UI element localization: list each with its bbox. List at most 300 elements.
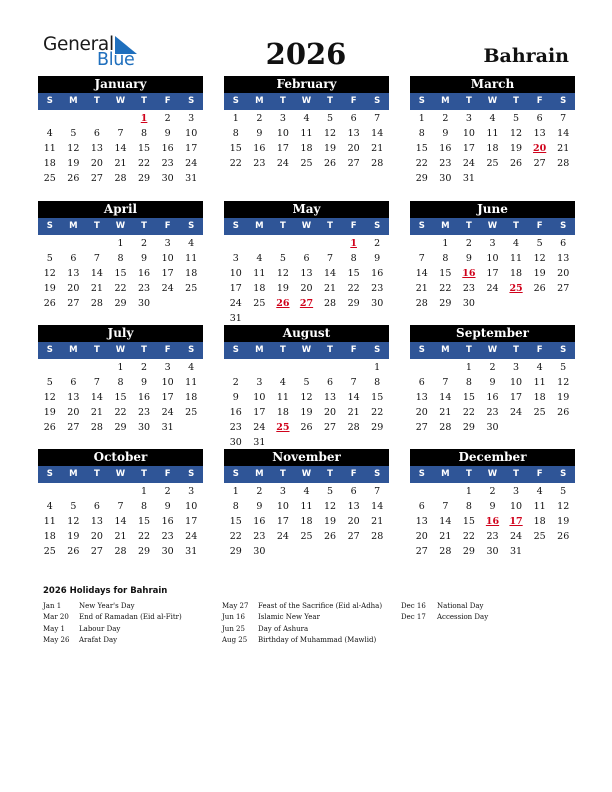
day-cell: 14 bbox=[371, 128, 384, 139]
empty-cell bbox=[224, 236, 248, 251]
day-cell: 27 bbox=[324, 422, 337, 433]
day-cell: 25 bbox=[185, 283, 198, 294]
day-cell: 13 bbox=[300, 268, 313, 279]
day-cell: 11 bbox=[510, 253, 523, 264]
day-cell: 8 bbox=[418, 128, 425, 139]
day-cell: 8 bbox=[232, 128, 239, 139]
weekday-header-row bbox=[224, 466, 389, 483]
weekday-label: T bbox=[280, 96, 286, 106]
day-cell: 24 bbox=[229, 298, 242, 309]
holiday-date: Jan 1 bbox=[43, 602, 62, 610]
day-cell: 30 bbox=[138, 298, 151, 309]
empty-cell bbox=[224, 360, 248, 375]
day-cell: 17 bbox=[185, 143, 198, 154]
logo-general-text: General bbox=[43, 34, 114, 55]
weekday-label: T bbox=[513, 345, 519, 355]
day-cell: 6 bbox=[93, 501, 100, 512]
day-cell: 25 bbox=[533, 407, 546, 418]
weekday-label: M bbox=[69, 345, 78, 355]
day-cell: 20 bbox=[67, 407, 80, 418]
day-cell: 27 bbox=[347, 158, 360, 169]
day-cell: 16 bbox=[253, 516, 266, 527]
day-cell: 16 bbox=[161, 143, 174, 154]
day-grid bbox=[224, 110, 389, 171]
weekday-label: T bbox=[280, 221, 286, 231]
weekday-label: S bbox=[188, 469, 195, 479]
day-cell: 23 bbox=[138, 407, 151, 418]
day-cell: 20 bbox=[557, 268, 570, 279]
day-cell: 14 bbox=[90, 392, 103, 403]
day-cell: 4 bbox=[188, 238, 195, 249]
holiday-column bbox=[401, 601, 488, 624]
weekday-label: S bbox=[560, 469, 567, 479]
month-name: December bbox=[410, 449, 575, 466]
day-cell: 6 bbox=[536, 113, 543, 124]
empty-cell bbox=[62, 236, 86, 251]
day-cell: 20 bbox=[90, 158, 103, 169]
day-cell: 2 bbox=[374, 238, 381, 249]
day-cell: 4 bbox=[303, 113, 310, 124]
day-grid bbox=[410, 483, 575, 559]
day-cell: 22 bbox=[347, 283, 360, 294]
holiday-day-cell: 1 bbox=[350, 238, 357, 249]
day-cell: 27 bbox=[533, 158, 546, 169]
day-cell: 24 bbox=[486, 283, 499, 294]
day-cell: 20 bbox=[90, 531, 103, 542]
day-cell: 19 bbox=[67, 531, 80, 542]
day-cell: 3 bbox=[513, 362, 520, 373]
day-cell: 8 bbox=[465, 501, 472, 512]
weekday-header-row bbox=[410, 93, 575, 110]
day-cell: 17 bbox=[185, 516, 198, 527]
day-cell: 28 bbox=[347, 422, 360, 433]
day-cell: 11 bbox=[300, 128, 313, 139]
day-cell: 28 bbox=[114, 173, 127, 184]
day-cell: 21 bbox=[557, 143, 570, 154]
day-cell: 4 bbox=[536, 362, 543, 373]
day-cell: 6 bbox=[70, 377, 77, 388]
day-cell: 19 bbox=[324, 516, 337, 527]
day-cell: 25 bbox=[253, 298, 266, 309]
weekday-label: F bbox=[350, 469, 357, 479]
month-name: September bbox=[410, 325, 575, 342]
day-cell: 11 bbox=[43, 143, 56, 154]
day-cell: 9 bbox=[256, 501, 263, 512]
day-grid bbox=[38, 483, 203, 559]
holiday-item bbox=[43, 635, 182, 646]
day-cell: 4 bbox=[46, 128, 53, 139]
day-cell: 5 bbox=[560, 362, 567, 373]
day-cell: 24 bbox=[510, 531, 523, 542]
weekday-label: M bbox=[441, 221, 450, 231]
day-cell: 19 bbox=[533, 268, 546, 279]
weekday-label: S bbox=[560, 96, 567, 106]
day-cell: 12 bbox=[43, 268, 56, 279]
holiday-item bbox=[222, 612, 382, 623]
day-cell: 2 bbox=[256, 486, 263, 497]
day-cell: 31 bbox=[510, 546, 523, 557]
weekday-label: T bbox=[513, 96, 519, 106]
day-cell: 25 bbox=[300, 531, 313, 542]
day-cell: 13 bbox=[415, 392, 428, 403]
day-grid bbox=[38, 359, 203, 435]
day-cell: 12 bbox=[557, 501, 570, 512]
day-cell: 21 bbox=[90, 407, 103, 418]
day-cell: 11 bbox=[276, 392, 289, 403]
day-cell: 18 bbox=[300, 516, 313, 527]
holiday-date: Dec 16 bbox=[401, 602, 426, 610]
month-name: July bbox=[38, 325, 203, 342]
weekday-label: M bbox=[255, 469, 264, 479]
weekday-header-row bbox=[224, 218, 389, 235]
day-cell: 19 bbox=[510, 143, 523, 154]
day-cell: 8 bbox=[374, 377, 381, 388]
day-cell: 15 bbox=[347, 268, 360, 279]
day-cell: 17 bbox=[510, 392, 523, 403]
day-cell: 1 bbox=[232, 486, 239, 497]
holiday-day-cell: 17 bbox=[509, 516, 523, 527]
day-cell: 26 bbox=[43, 422, 56, 433]
day-cell: 8 bbox=[141, 128, 148, 139]
day-cell: 10 bbox=[185, 501, 198, 512]
day-cell: 5 bbox=[536, 238, 543, 249]
day-cell: 7 bbox=[327, 253, 334, 264]
day-cell: 10 bbox=[276, 128, 289, 139]
day-cell: 21 bbox=[439, 407, 452, 418]
day-cell: 5 bbox=[327, 113, 334, 124]
day-cell: 30 bbox=[371, 298, 384, 309]
day-cell: 8 bbox=[465, 377, 472, 388]
day-cell: 22 bbox=[462, 407, 475, 418]
weekday-label: S bbox=[418, 345, 425, 355]
day-cell: 14 bbox=[557, 128, 570, 139]
day-cell: 22 bbox=[229, 531, 242, 542]
day-cell: 11 bbox=[253, 268, 266, 279]
day-cell: 16 bbox=[486, 392, 499, 403]
day-cell: 20 bbox=[67, 283, 80, 294]
day-cell: 13 bbox=[324, 392, 337, 403]
weekday-label: F bbox=[536, 221, 543, 231]
day-cell: 9 bbox=[465, 253, 472, 264]
holiday-item bbox=[222, 624, 382, 635]
day-cell: 22 bbox=[371, 407, 384, 418]
holiday-column bbox=[43, 601, 182, 646]
weekday-label: T bbox=[280, 469, 286, 479]
weekday-header-row bbox=[38, 342, 203, 359]
day-cell: 1 bbox=[117, 362, 124, 373]
day-cell: 29 bbox=[462, 546, 475, 557]
day-cell: 27 bbox=[415, 422, 428, 433]
day-cell: 3 bbox=[279, 486, 286, 497]
day-cell: 19 bbox=[557, 392, 570, 403]
day-cell: 23 bbox=[229, 422, 242, 433]
day-cell: 4 bbox=[489, 113, 496, 124]
day-cell: 18 bbox=[43, 531, 56, 542]
weekday-label: S bbox=[232, 345, 239, 355]
holiday-day-cell: 16 bbox=[485, 516, 500, 527]
day-cell: 3 bbox=[164, 238, 171, 249]
day-cell: 31 bbox=[462, 173, 475, 184]
day-cell: 15 bbox=[229, 143, 242, 154]
day-cell: 30 bbox=[486, 422, 499, 433]
day-cell: 16 bbox=[229, 407, 242, 418]
day-cell: 16 bbox=[161, 516, 174, 527]
day-cell: 26 bbox=[557, 407, 570, 418]
day-cell: 3 bbox=[465, 113, 472, 124]
day-cell: 22 bbox=[462, 531, 475, 542]
day-cell: 28 bbox=[439, 546, 452, 557]
day-cell: 7 bbox=[374, 486, 381, 497]
day-cell: 28 bbox=[371, 158, 384, 169]
empty-cell bbox=[271, 236, 295, 251]
holiday-item bbox=[43, 624, 182, 635]
weekday-header-row bbox=[410, 218, 575, 235]
day-cell: 6 bbox=[93, 128, 100, 139]
day-cell: 17 bbox=[276, 516, 289, 527]
holiday-item bbox=[222, 635, 382, 646]
day-grid bbox=[410, 235, 575, 311]
weekday-header-row bbox=[38, 466, 203, 483]
holiday-date: May 27 bbox=[222, 602, 249, 610]
day-cell: 13 bbox=[347, 128, 360, 139]
holiday-name: Day of Ashura bbox=[258, 624, 309, 633]
empty-cell bbox=[248, 236, 272, 251]
day-cell: 23 bbox=[486, 407, 499, 418]
day-cell: 10 bbox=[276, 501, 289, 512]
day-cell: 14 bbox=[114, 143, 127, 154]
day-cell: 9 bbox=[256, 128, 263, 139]
holiday-item bbox=[43, 601, 182, 612]
day-cell: 11 bbox=[486, 128, 499, 139]
holidays-title: 2026 Holidays for Bahrain bbox=[43, 586, 168, 596]
day-cell: 27 bbox=[90, 173, 103, 184]
day-cell: 13 bbox=[347, 501, 360, 512]
day-cell: 7 bbox=[117, 128, 124, 139]
day-cell: 14 bbox=[90, 268, 103, 279]
empty-cell bbox=[410, 360, 434, 375]
day-cell: 30 bbox=[486, 546, 499, 557]
holiday-date: May 26 bbox=[43, 635, 70, 644]
weekday-label: M bbox=[69, 221, 78, 231]
day-cell: 4 bbox=[188, 362, 195, 373]
day-cell: 11 bbox=[533, 377, 546, 388]
month-november bbox=[224, 449, 389, 559]
holiday-day-cell: 25 bbox=[276, 422, 290, 433]
weekday-label: S bbox=[374, 96, 381, 106]
day-cell: 27 bbox=[415, 546, 428, 557]
day-cell: 11 bbox=[185, 377, 198, 388]
day-cell: 5 bbox=[303, 377, 310, 388]
day-cell: 18 bbox=[253, 283, 266, 294]
month-name: October bbox=[38, 449, 203, 466]
day-cell: 5 bbox=[46, 377, 53, 388]
day-cell: 28 bbox=[415, 298, 428, 309]
day-cell: 11 bbox=[300, 501, 313, 512]
day-cell: 29 bbox=[371, 422, 384, 433]
day-cell: 14 bbox=[371, 501, 384, 512]
day-cell: 26 bbox=[67, 546, 80, 557]
month-december bbox=[410, 449, 575, 559]
day-cell: 8 bbox=[141, 501, 148, 512]
day-cell: 23 bbox=[439, 158, 452, 169]
day-cell: 11 bbox=[43, 516, 56, 527]
empty-cell bbox=[109, 484, 133, 499]
weekday-label: S bbox=[46, 469, 53, 479]
weekday-label: T bbox=[327, 221, 333, 231]
day-cell: 3 bbox=[188, 486, 195, 497]
day-cell: 22 bbox=[114, 407, 127, 418]
day-cell: 11 bbox=[185, 253, 198, 264]
empty-cell bbox=[85, 360, 109, 375]
day-cell: 19 bbox=[300, 407, 313, 418]
day-cell: 21 bbox=[371, 516, 384, 527]
holiday-item bbox=[401, 601, 488, 612]
day-cell: 2 bbox=[489, 486, 496, 497]
month-name: February bbox=[224, 76, 389, 93]
day-cell: 14 bbox=[439, 516, 452, 527]
day-cell: 15 bbox=[138, 516, 151, 527]
day-cell: 10 bbox=[185, 128, 198, 139]
day-cell: 15 bbox=[114, 268, 127, 279]
month-october bbox=[38, 449, 203, 559]
weekday-label: M bbox=[69, 96, 78, 106]
day-cell: 29 bbox=[229, 546, 242, 557]
day-cell: 28 bbox=[90, 422, 103, 433]
day-cell: 26 bbox=[300, 422, 313, 433]
day-cell: 31 bbox=[229, 313, 242, 324]
holiday-date: Dec 17 bbox=[401, 613, 426, 622]
day-cell: 23 bbox=[161, 531, 174, 542]
day-cell: 9 bbox=[489, 377, 496, 388]
day-cell: 12 bbox=[67, 143, 80, 154]
day-cell: 21 bbox=[324, 283, 337, 294]
weekday-label: T bbox=[466, 96, 472, 106]
holiday-item bbox=[401, 612, 488, 623]
day-cell: 3 bbox=[164, 362, 171, 373]
day-cell: 18 bbox=[276, 407, 289, 418]
day-cell: 23 bbox=[486, 531, 499, 542]
holiday-name: End of Ramadan (Eid al-Fitr) bbox=[79, 613, 182, 622]
weekday-label: W bbox=[301, 345, 312, 355]
weekday-label: F bbox=[164, 221, 171, 231]
logo-blue-text: Blue bbox=[97, 50, 135, 70]
day-cell: 19 bbox=[43, 283, 56, 294]
weekday-label: W bbox=[115, 96, 126, 106]
empty-cell bbox=[248, 360, 272, 375]
weekday-label: S bbox=[418, 221, 425, 231]
day-cell: 5 bbox=[513, 113, 520, 124]
weekday-label: F bbox=[164, 96, 171, 106]
holiday-date: Aug 25 bbox=[222, 635, 248, 644]
day-cell: 21 bbox=[347, 407, 360, 418]
day-cell: 10 bbox=[510, 501, 523, 512]
day-cell: 26 bbox=[557, 531, 570, 542]
day-cell: 12 bbox=[324, 501, 337, 512]
month-may bbox=[224, 201, 389, 326]
day-cell: 20 bbox=[415, 531, 428, 542]
weekday-label: S bbox=[188, 96, 195, 106]
empty-cell bbox=[109, 111, 133, 126]
weekday-label: T bbox=[513, 221, 519, 231]
day-cell: 17 bbox=[486, 268, 499, 279]
weekday-label: T bbox=[141, 96, 147, 106]
day-cell: 7 bbox=[418, 253, 425, 264]
holiday-name: Birthday of Muhammad (Mawlid) bbox=[258, 635, 377, 644]
day-cell: 6 bbox=[350, 113, 357, 124]
day-cell: 30 bbox=[439, 173, 452, 184]
day-cell: 11 bbox=[533, 501, 546, 512]
day-grid bbox=[38, 110, 203, 186]
holiday-day-cell: 1 bbox=[140, 113, 148, 124]
day-grid bbox=[224, 483, 389, 559]
day-cell: 17 bbox=[462, 143, 475, 154]
day-cell: 12 bbox=[533, 253, 546, 264]
weekday-label: M bbox=[255, 96, 264, 106]
day-cell: 31 bbox=[185, 173, 198, 184]
day-cell: 14 bbox=[114, 516, 127, 527]
month-name: June bbox=[410, 201, 575, 218]
country-name: Bahrain bbox=[483, 45, 569, 67]
holiday-name: National Day bbox=[437, 602, 484, 610]
day-cell: 10 bbox=[510, 377, 523, 388]
holiday-day-cell: 16 bbox=[462, 268, 476, 279]
weekday-label: T bbox=[327, 96, 333, 106]
day-cell: 1 bbox=[141, 486, 148, 497]
holiday-date: Jun 16 bbox=[222, 613, 245, 622]
weekday-label: T bbox=[327, 469, 333, 479]
weekday-label: M bbox=[255, 345, 264, 355]
holiday-item bbox=[43, 612, 182, 623]
day-cell: 9 bbox=[164, 128, 171, 139]
day-cell: 5 bbox=[327, 486, 334, 497]
day-cell: 29 bbox=[347, 298, 360, 309]
day-cell: 10 bbox=[462, 128, 475, 139]
day-cell: 8 bbox=[117, 377, 124, 388]
day-cell: 17 bbox=[276, 143, 289, 154]
day-cell: 16 bbox=[371, 268, 384, 279]
day-cell: 9 bbox=[141, 253, 148, 264]
empty-cell bbox=[38, 111, 62, 126]
day-cell: 7 bbox=[117, 501, 124, 512]
day-grid bbox=[38, 235, 203, 311]
day-cell: 25 bbox=[486, 158, 499, 169]
day-cell: 6 bbox=[418, 377, 425, 388]
weekday-label: W bbox=[115, 345, 126, 355]
day-cell: 21 bbox=[371, 143, 384, 154]
day-cell: 14 bbox=[347, 392, 360, 403]
day-cell: 1 bbox=[232, 113, 239, 124]
empty-cell bbox=[38, 236, 62, 251]
empty-cell bbox=[295, 236, 319, 251]
weekday-label: W bbox=[301, 469, 312, 479]
weekday-label: T bbox=[466, 345, 472, 355]
weekday-header-row bbox=[38, 218, 203, 235]
day-cell: 18 bbox=[300, 143, 313, 154]
month-july bbox=[38, 325, 203, 435]
day-cell: 12 bbox=[510, 128, 523, 139]
day-cell: 6 bbox=[560, 238, 567, 249]
day-cell: 2 bbox=[164, 113, 171, 124]
weekday-header-row bbox=[224, 342, 389, 359]
holiday-name: Arafat Day bbox=[79, 635, 118, 644]
empty-cell bbox=[318, 236, 342, 251]
day-cell: 26 bbox=[510, 158, 523, 169]
day-cell: 21 bbox=[114, 158, 127, 169]
day-cell: 25 bbox=[300, 158, 313, 169]
day-cell: 9 bbox=[164, 501, 171, 512]
day-cell: 16 bbox=[253, 143, 266, 154]
day-cell: 22 bbox=[138, 531, 151, 542]
